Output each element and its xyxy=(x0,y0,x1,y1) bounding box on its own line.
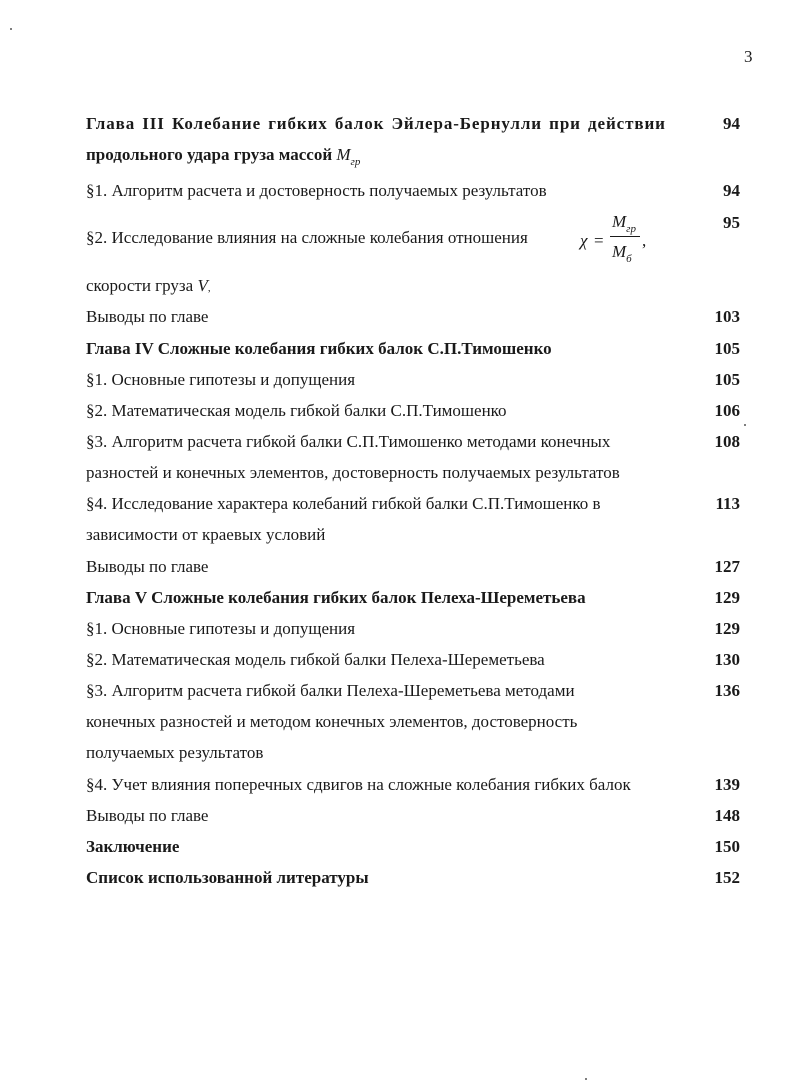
continuation-text: продольного удара груза массой xyxy=(86,145,333,164)
equals-sign: = xyxy=(594,231,604,250)
toc-entry-page: 129 xyxy=(714,619,740,638)
toc-entry-page: 106 xyxy=(714,401,740,420)
toc-entry-title: §1. Основные гипотезы и допущения xyxy=(86,370,356,389)
toc-entry-page: 108 xyxy=(714,432,740,451)
toc-entry-title: Заключение xyxy=(86,837,180,856)
toc-entry-page: 94 xyxy=(723,114,740,133)
mass-symbol: $M_{гр}$ xyxy=(336,145,361,168)
toc-entry-page: 129 xyxy=(714,588,740,607)
toc-entry-page: 152 xyxy=(714,868,740,887)
toc-entry-title: §4. Исследование характера колебаний гибкой балки С.П.Тимошенко в xyxy=(86,494,601,513)
toc-entry-page: 150 xyxy=(714,837,740,856)
toc-entry-title: §2. Математическая модель гибкой балки С.П.Тимошенко xyxy=(86,401,507,420)
toc-entry-page: 148 xyxy=(714,806,740,825)
toc-entry-title: Глава IV Сложные колебания гибких балок С.П.Тимошенко xyxy=(86,339,552,358)
toc-entry-title: Выводы по главе xyxy=(86,806,209,825)
toc-entry-page: 103 xyxy=(714,307,740,326)
page-number: 3 xyxy=(744,47,753,66)
toc-entry-continuation: зависимости от краевых условий xyxy=(86,525,326,544)
toc-entry-page: 113 xyxy=(715,494,740,513)
comma: , xyxy=(642,231,647,250)
scan-speck xyxy=(10,28,12,30)
toc-entry-page: 130 xyxy=(714,650,740,669)
toc-entry-title: §3. Алгоритм расчета гибкой балки С.П.Тимошенко методами конечных xyxy=(86,432,611,451)
toc-entry-title: §2. Математическая модель гибкой балки Пелеха-Шереметьева xyxy=(86,650,545,669)
velocity-symbol: V xyxy=(197,276,208,295)
toc-entry-page: 127 xyxy=(714,557,740,576)
toc-entry-continuation: получаемых результатов xyxy=(86,743,264,762)
toc-entry-continuation: скорости груза V, xyxy=(86,276,211,295)
toc-entry-title: Выводы по главе xyxy=(86,307,209,326)
toc-entry-continuation: разностей и конечных элементов, достоверность получаемых результатов xyxy=(86,463,620,482)
toc-entry-title: §2. Исследование влияния на сложные колебания отношения xyxy=(86,228,528,247)
toc-entry-title: Выводы по главе xyxy=(86,557,209,576)
toc-entry-title: §4. Учет влияния поперечных сдвигов на сложные колебания гибких балок xyxy=(86,775,631,794)
toc-entry-title: §3. Алгоритм расчета гибкой балки Пелеха-Шереметьева методами xyxy=(86,681,575,700)
toc-entry-page: 136 xyxy=(714,681,740,700)
toc-entry-title: Глава V Сложные колебания гибких балок Пелеха-Шереметьева xyxy=(86,588,586,607)
scan-speck xyxy=(585,1078,587,1080)
toc-entry-page: 94 xyxy=(723,181,740,200)
toc-entry-page: 105 xyxy=(714,370,740,389)
fraction-bar xyxy=(610,236,640,237)
toc-entry-continuation xyxy=(86,145,360,167)
chi-symbol: χ xyxy=(580,231,588,250)
toc-entry-page: 105 xyxy=(714,339,740,358)
continuation-text: скорости груза xyxy=(86,276,194,295)
toc-entry-title: Глава III Колебание гибких балок Эйлера-Бернулли при действии xyxy=(86,114,666,133)
fraction-numerator: $M_{гр}$ xyxy=(612,212,636,235)
toc-entry-title: §1. Основные гипотезы и допущения xyxy=(86,619,356,638)
toc-entry-title: Список использованной литературы xyxy=(86,868,369,887)
toc-entry-page: 95 xyxy=(723,213,740,232)
toc-entry-page: 139 xyxy=(714,775,740,794)
toc-entry-continuation: конечных разностей и методом конечных элементов, достоверность xyxy=(86,712,578,731)
toc-entry-title: §1. Алгоритм расчета и достоверность получаемых результатов xyxy=(86,181,547,200)
fraction-denominator: $M_б$ xyxy=(612,242,632,265)
ratio-formula xyxy=(580,212,647,268)
scan-speck xyxy=(744,424,746,426)
